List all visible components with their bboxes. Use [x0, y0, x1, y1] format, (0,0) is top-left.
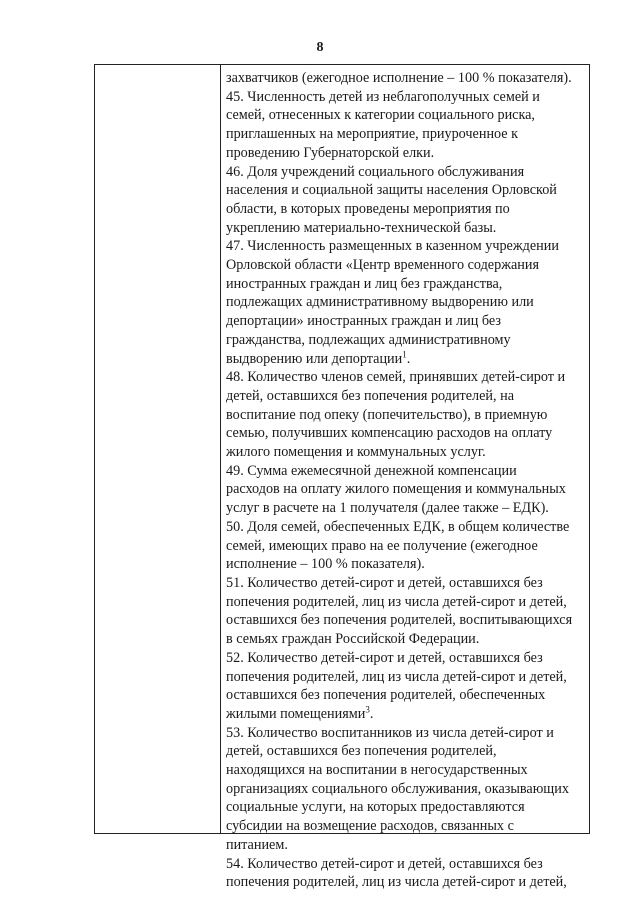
text-line: иностранных граждан и лиц без гражданства,	[226, 275, 503, 292]
text-line: Орловской области «Центр временного содержания	[226, 257, 540, 274]
text-line: гражданства, подлежащих административному	[226, 331, 511, 348]
text-line: детей, оставшихся без попечения родителей, на	[226, 387, 514, 404]
footnote-suffix: .	[406, 350, 411, 367]
text-line-with-footnote	[226, 350, 583, 369]
text-line: семей, имеющих право на ее получение (ежегодное	[226, 537, 538, 554]
text-line: жилого помещения и коммунальных услуг.	[226, 444, 486, 461]
text-line: 53. Количество воспитанников из числа детей-сирот и	[226, 724, 554, 741]
text-line-body: выдворению или депортации	[226, 350, 403, 367]
footnote-mark: 1	[402, 348, 407, 359]
text-line: 45. Численность детей из неблагополучных семей и	[226, 88, 540, 105]
text-line: семью, получивших компенсацию расходов на оплату	[226, 425, 553, 442]
text-line: расходов на оплату жилого помещения и коммунальных	[226, 481, 566, 498]
text-line: в семьях граждан Российской Федерации.	[226, 631, 480, 648]
text-line: укреплению материально-технической базы.	[226, 219, 497, 236]
page-number: 8	[316, 40, 324, 55]
text-line: попечения родителей, лиц из числа детей-сирот и детей,	[226, 874, 567, 891]
text-line: населения и социальной защиты населения Орловской	[226, 182, 557, 199]
table-right-cell	[221, 65, 589, 891]
text-line: 46. Доля учреждений социального обслуживания	[226, 163, 525, 180]
text-line: 54. Количество детей-сирот и детей, оставшихся без	[226, 855, 543, 872]
text-line: организациях социального обслуживания, оказывающих	[226, 780, 569, 797]
text-line: попечения родителей, лиц из числа детей-сирот и детей,	[226, 668, 567, 685]
text-line: проведению Губернаторской елки.	[226, 144, 435, 161]
text-line: субсидии на возмещение расходов, связанных с	[226, 818, 514, 835]
text-line: попечения родителей, лиц из числа детей-сирот и детей,	[226, 593, 567, 610]
text-line: области, в которых проведены мероприятия по	[226, 200, 510, 217]
text-line: 49. Сумма ежемесячной денежной компенсации	[226, 462, 517, 479]
text-line-body: жилыми помещениями	[226, 705, 366, 722]
text-line: услуг в расчете на 1 получателя (далее также – ЕДК).	[226, 500, 549, 517]
text-line: семей, отнесенных к категории социального риска,	[226, 107, 535, 124]
text-line: 51. Количество детей-сирот и детей, оставшихся без	[226, 574, 543, 591]
text-line: социальные услуги, на которых предоставляются	[226, 799, 525, 816]
text-line: находящихся на воспитании в негосударственных	[226, 762, 528, 779]
text-line: воспитание под опеку (попечительство), в приемную	[226, 406, 548, 423]
text-line: исполнение – 100 % показателя).	[226, 556, 425, 573]
table-left-cell	[95, 65, 221, 833]
text-line-with-footnote	[226, 705, 583, 724]
text-line: 50. Доля семей, обеспеченных ЕДК, в общем количестве	[226, 518, 570, 535]
text-line: депортации» иностранных граждан и лиц без	[226, 313, 501, 330]
text-line: приглашенных на мероприятие, приуроченное к	[226, 126, 519, 143]
text-line: 48. Количество членов семей, принявших детей-сирот и	[226, 369, 566, 386]
document-table	[94, 64, 590, 891]
text-line: детей, оставшихся без попечения родителей,	[226, 743, 497, 760]
text-line: оставшихся без попечения родителей, воспитывающихся	[226, 612, 573, 629]
text-line: подлежащих административному выдворению или	[226, 294, 534, 311]
footnote-mark: 3	[365, 704, 370, 715]
text-line: питанием.	[226, 836, 288, 853]
footnote-suffix: .	[369, 705, 374, 722]
text-line: 52. Количество детей-сирот и детей, оставшихся без	[226, 649, 543, 666]
text-line: 47. Численность размещенных в казенном учреждении	[226, 238, 559, 255]
text-line: захватчиков (ежегодное исполнение – 100 % показателя).	[226, 70, 572, 86]
text-line: оставшихся без попечения родителей, обеспеченных	[226, 687, 546, 704]
